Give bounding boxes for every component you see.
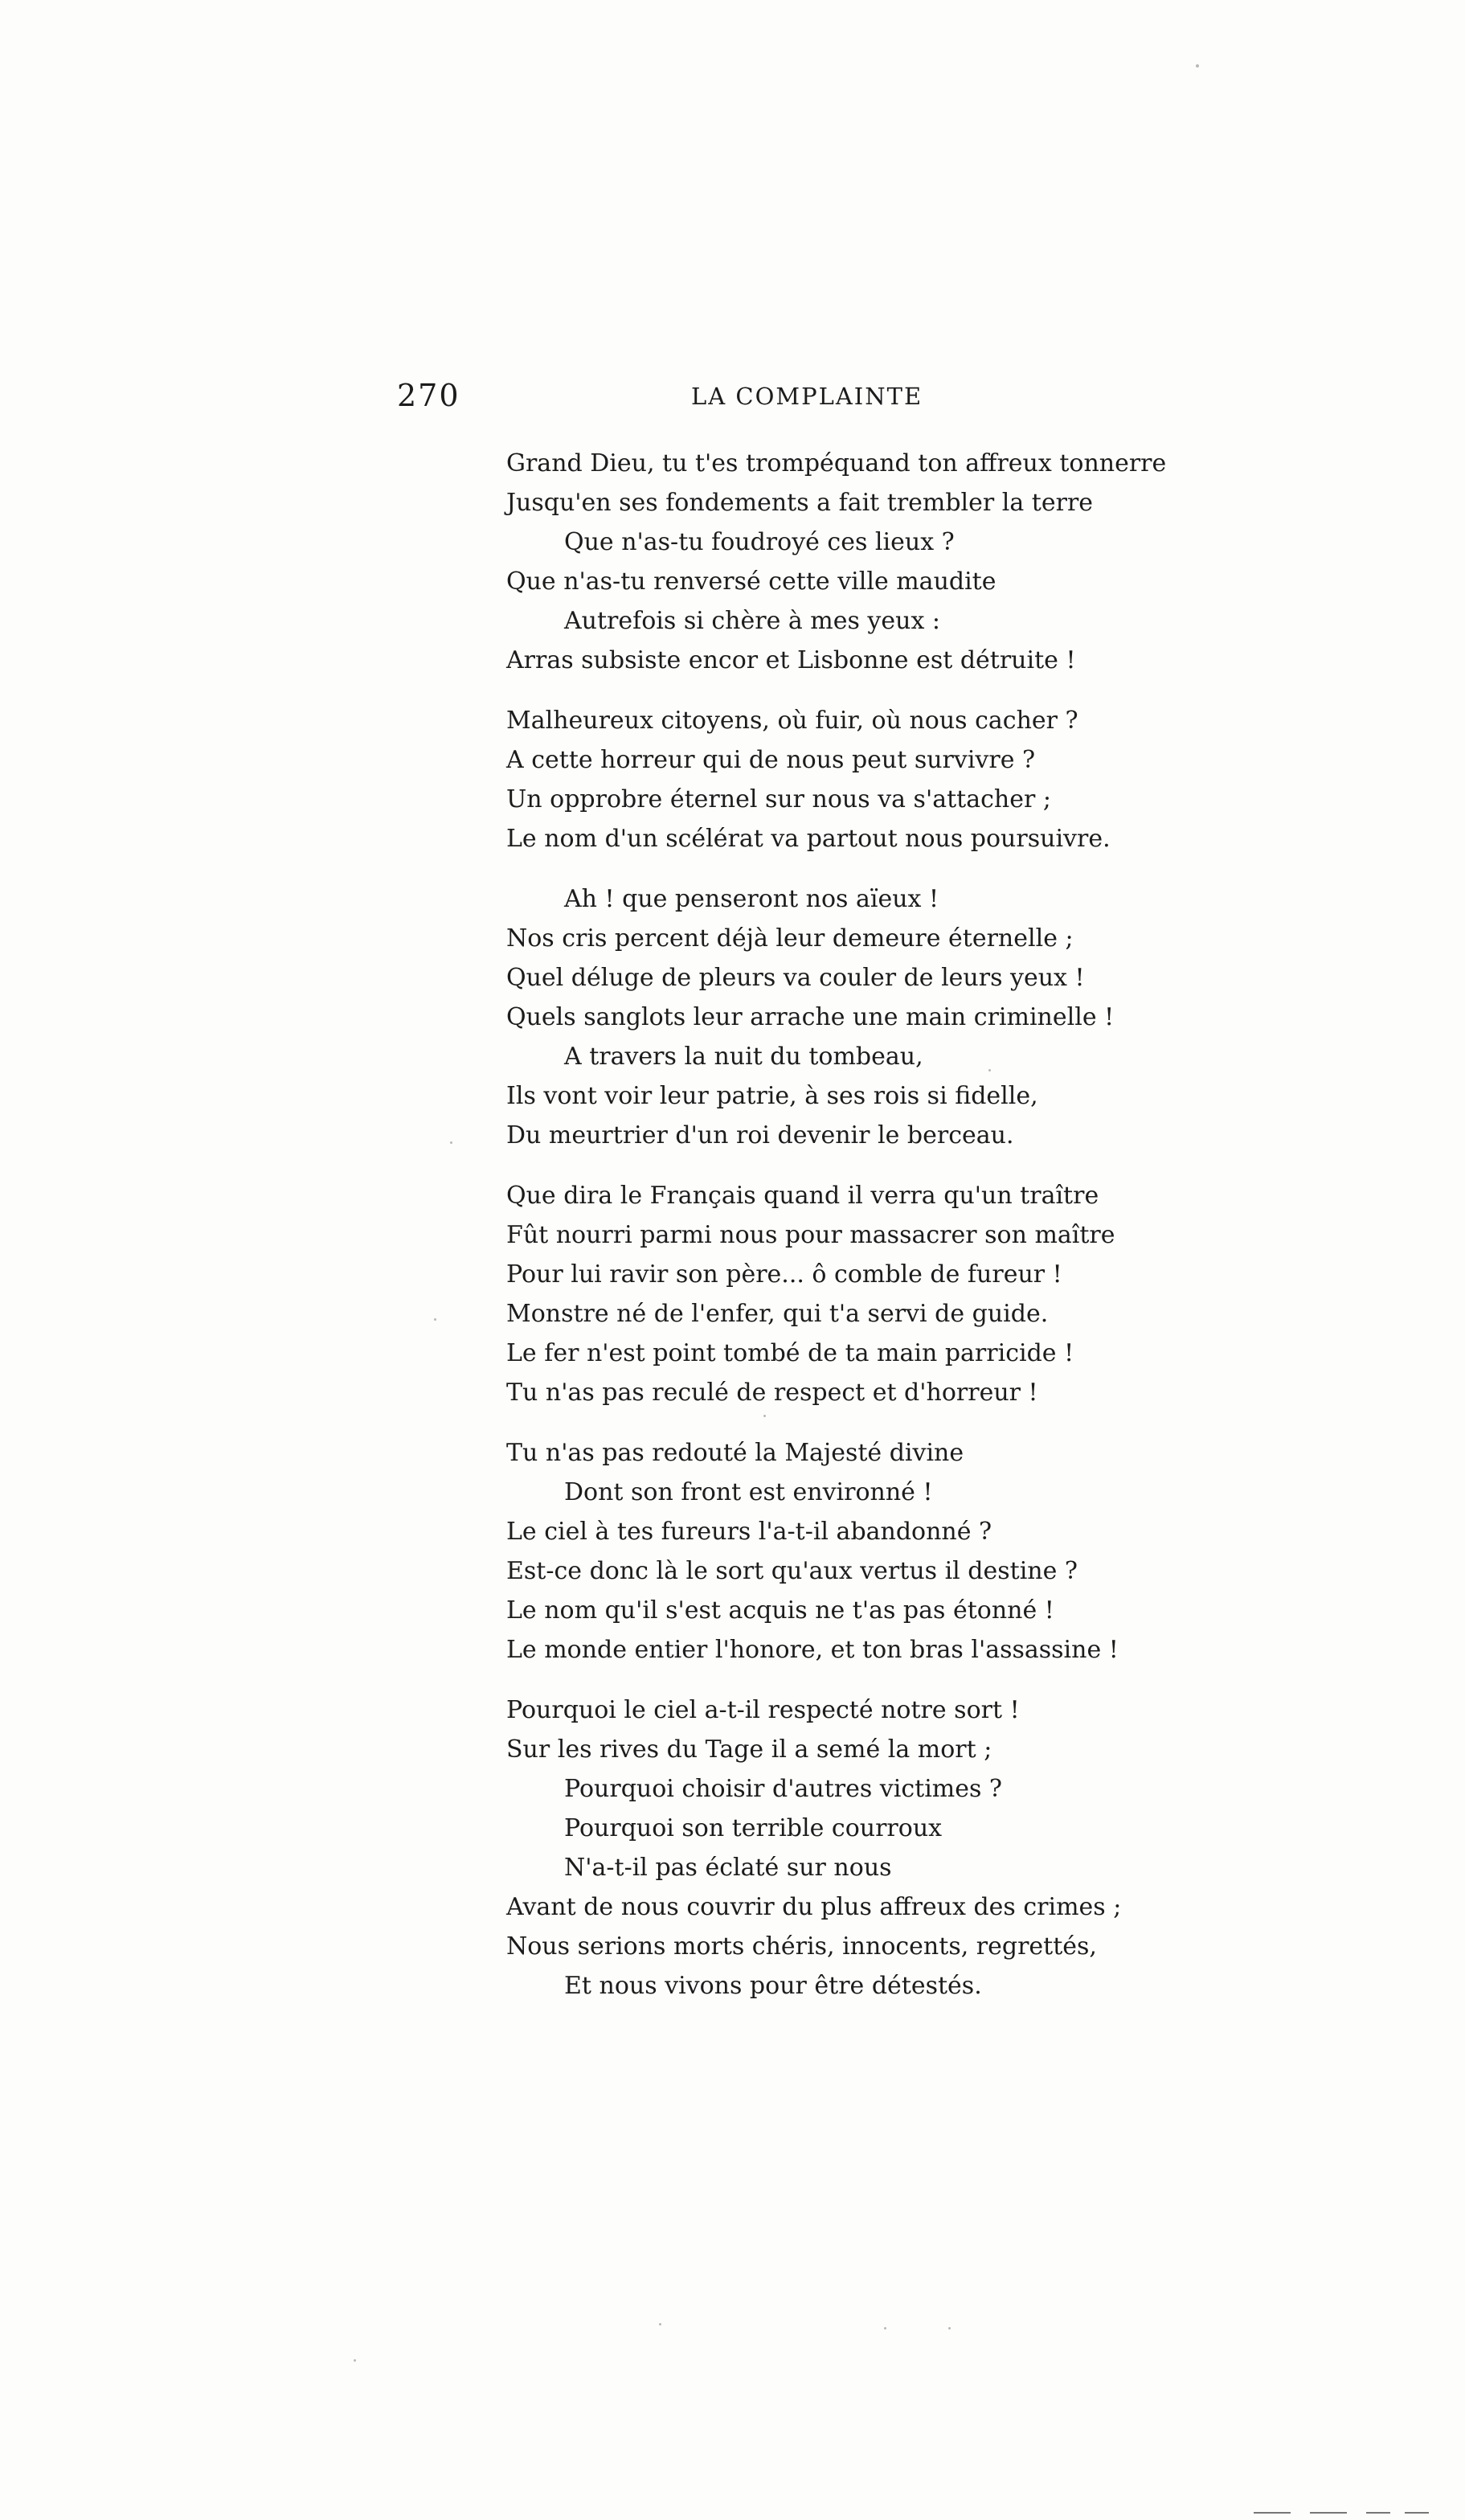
footer-dash: [1366, 2512, 1390, 2514]
footer-dash: [1310, 2512, 1347, 2514]
verse-line: N'a-t-il pas éclaté sur nous: [564, 1854, 892, 1882]
scan-speck: [434, 1318, 436, 1321]
verse-line: Le monde entier l'honore, et ton bras l'assassine !: [506, 1636, 1119, 1664]
verse-line: Nous serions morts chéris, innocents, regrettés,: [506, 1932, 1097, 1961]
verse-line: Que n'as-tu renversé cette ville maudite: [506, 568, 996, 596]
verse-line: Tu n'as pas reculé de respect et d'horreur !: [506, 1379, 1038, 1407]
verse-line: Le ciel à tes fureurs l'a-t-il abandonné ?: [506, 1518, 992, 1546]
running-head: LA COMPLAINTE: [691, 383, 923, 410]
verse-line: Nos cris percent déjà leur demeure éternelle ;: [506, 924, 1074, 953]
stanza: [506, 444, 1310, 680]
verse-line: Le nom qu'il s'est acquis ne t'as pas étonné !: [506, 1596, 1054, 1625]
scan-speck: [354, 2359, 356, 2362]
stanza: [506, 879, 1310, 1155]
verse-line: Ah ! que penseront nos aïeux !: [564, 885, 939, 913]
verse-line: Quel déluge de pleurs va couler de leurs yeux !: [506, 964, 1085, 992]
verse-line: Le fer n'est point tombé de ta main parricide !: [506, 1339, 1074, 1367]
verse-line: A travers la nuit du tombeau,: [564, 1043, 923, 1071]
verse-line: Est-ce donc là le sort qu'aux vertus il destine ?: [506, 1557, 1078, 1585]
verse-line: Quels sanglots leur arrache une main criminelle !: [506, 1003, 1115, 1031]
verse-line: Le nom d'un scélérat va partout nous poursuivre.: [506, 825, 1111, 853]
verse-line: Autrefois si chère à mes yeux :: [564, 607, 941, 635]
verse-line: Avant de nous couvrir du plus affreux des crimes ;: [506, 1893, 1122, 1921]
stanza-gap: [506, 1155, 1310, 1176]
verse-line: Monstre né de l'enfer, qui t'a servi de guide.: [506, 1300, 1049, 1328]
stanza: [506, 701, 1310, 858]
verse-line: Ils vont voir leur patrie, à ses rois si fidelle,: [506, 1082, 1038, 1110]
stanza-gap: [506, 1670, 1310, 1690]
verse-line: Pour lui ravir son père... ô comble de fureur !: [506, 1260, 1062, 1289]
verse-line: Que dira le Français quand il verra qu'un traître: [506, 1182, 1099, 1210]
footer-dash: [1254, 2512, 1291, 2514]
scan-speck: [659, 2323, 661, 2325]
scan-speck: [1196, 64, 1199, 68]
verse-line: Tu n'as pas redouté la Majesté divine: [506, 1439, 964, 1467]
verse-line: Que n'as-tu foudroyé ces lieux ?: [564, 528, 955, 556]
stanza-gap: [506, 680, 1310, 701]
stanza: [506, 1433, 1310, 1670]
verse-line: Fût nourri parmi nous pour massacrer son maître: [506, 1221, 1115, 1249]
verse-line: Arras subsiste encor et Lisbonne est détruite !: [506, 646, 1076, 674]
footer-dash: [1405, 2512, 1429, 2514]
scan-speck: [988, 1069, 991, 1072]
verse-line: Un opprobre éternel sur nous va s'attacher ;: [506, 785, 1051, 813]
scan-speck: [884, 2327, 886, 2329]
stanza-gap: [506, 858, 1310, 879]
verse-line: Dont son front est environné !: [564, 1478, 933, 1506]
verse-line: Malheureux citoyens, où fuir, où nous cacher ?: [506, 707, 1078, 735]
verse-line: A cette horreur qui de nous peut survivre ?: [506, 746, 1036, 774]
scan-speck: [948, 2327, 951, 2329]
poem-body: [506, 444, 1310, 2006]
scan-speck: [450, 1141, 452, 1144]
stanza-gap: [506, 1412, 1310, 1433]
stanza: [506, 1176, 1310, 1412]
verse-line: Pourquoi son terrible courroux: [564, 1814, 943, 1842]
stanza: [506, 1690, 1310, 2006]
verse-line: Grand Dieu, tu t'es trompéquand ton affreux tonnerre: [506, 449, 1167, 477]
verse-line: Et nous vivons pour être détestés.: [564, 1972, 982, 2000]
page-number: 270: [397, 378, 460, 413]
verse-line: Du meurtrier d'un roi devenir le berceau.: [506, 1121, 1014, 1149]
verse-line: Sur les rives du Tage il a semé la mort ;: [506, 1735, 992, 1764]
verse-line: Pourquoi le ciel a-t-il respecté notre sort !: [506, 1696, 1020, 1724]
verse-line: Pourquoi choisir d'autres victimes ?: [564, 1775, 1003, 1803]
verse-line: Jusqu'en ses fondements a fait trembler la terre: [506, 489, 1094, 517]
scan-speck: [763, 1415, 766, 1417]
